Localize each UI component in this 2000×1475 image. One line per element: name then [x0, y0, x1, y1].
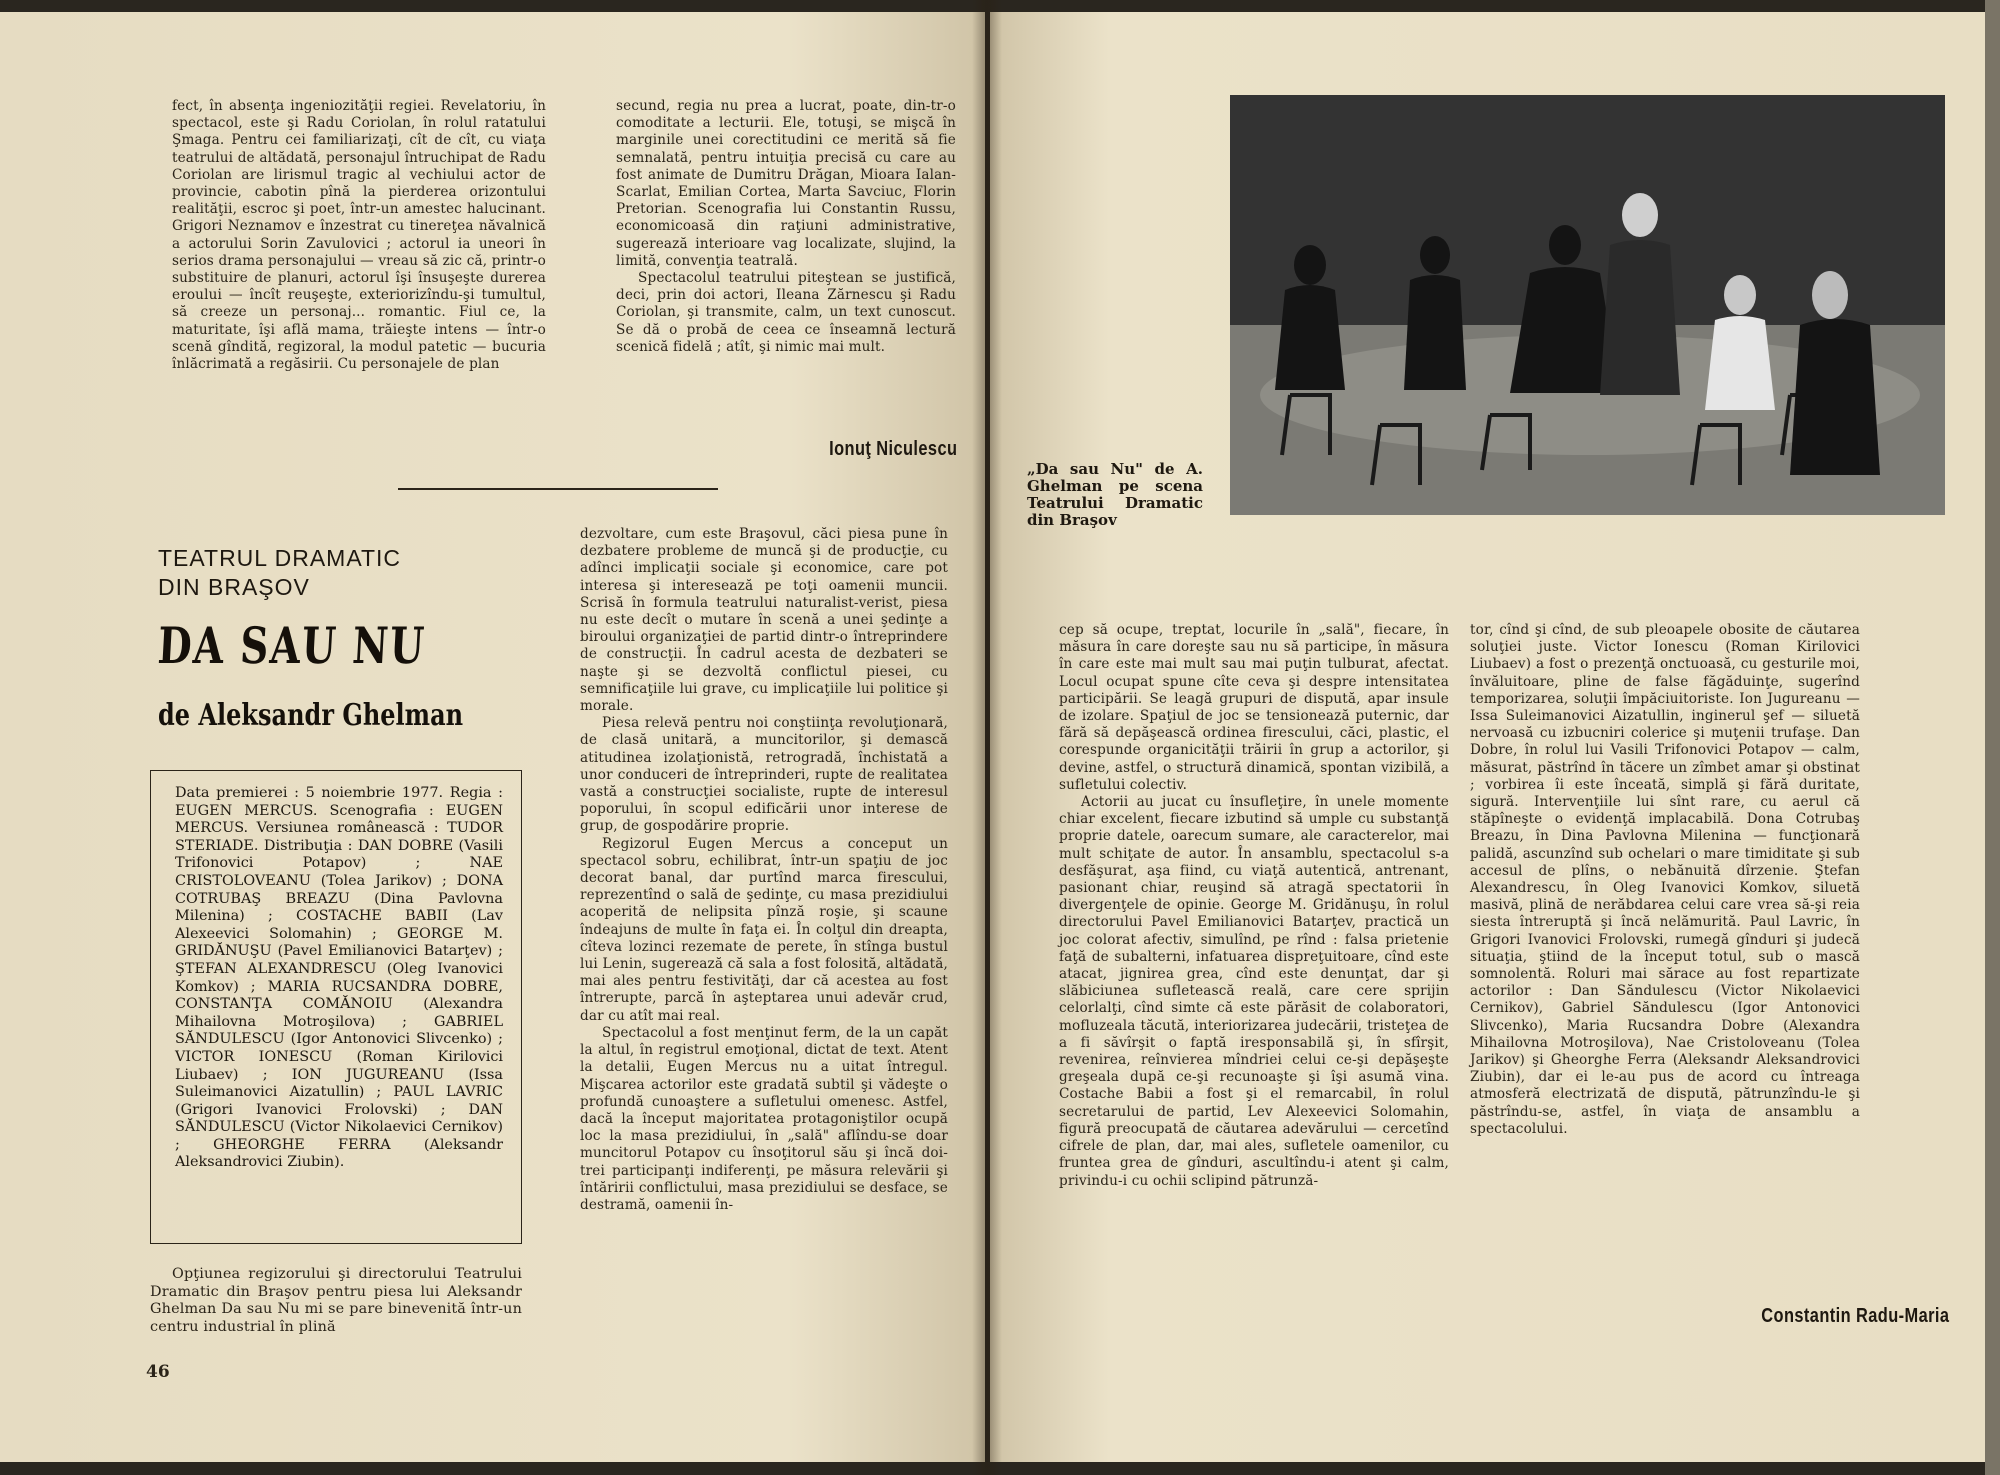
body-col2-p1: dezvoltare, cum este Braşovul, căci piesa pune în dezbatere probleme de muncă şi de producţie, cu adînci implicaţii sociale şi economice, care pot interesa şi interesează pe toţi oamenii muncii. Scrisă în formula teatrului naturalist-verist, piesa nu este decît o mutare în scenă a unei şedinţe a biroului organizaţiei de partid dintr-o întreprindere de construcţii. În cadrul acesta de dezbateri se naşte şi se dezvoltă conflictul piesei, cu semnificaţiile lui grave, cu implicaţiile lui politice şi morale. [580, 526, 948, 715]
theatre-name-line-1: TEATRUL DRAMATIC [158, 545, 402, 571]
play-author-byline: de Aleksandr Ghelman [158, 698, 464, 733]
top-col2-text-2: Spectacolul teatrului piteştean se justifică, deci, prin doi actori, Ileana Zărnescu şi Radu Coriolan, şi transmite, calm, un text cunoscut. Se dă o probă de ceea ce înseamnă lectură scenică fidelă ; atît, şi nimic mai mult. [616, 270, 956, 355]
theatre-name [158, 544, 401, 602]
credits-text: Data premierei : 5 noiembrie 1977. Regia : EUGEN MERCUS. Scenografia : EUGEN MERCUS. Versiunea românească : TUDOR STERIADE. Distribuţia : DAN DOBRE (Vasili Trifonovici Potapov) ; NAE CRISTOLOVEANU (Tolea Jarikov) ; DONA COTRUBAŞ BREAZU (Dina Pavlovna Milenina) ; COSTACHE BABII (Lav Alexeevici Solomahin) ; GEORGE M. GRIDĂNUŞU (Pavel Emilianovici Batarţev) ; ŞTEFAN ALEXANDRESCU (Oleg Ivanovici Komkov) ; MARIA RUCSANDRA DOBRE, CONSTANŢA COMĂNOIU (Alexandra Mihailovna Motroşilova) ; GABRIEL SĂNDULESCU (Igor Antonovici Slivcenko) ; VICTOR IONESCU (Roman Kirilovici Liubaev) ; ION JUGUREANU (Issa Suleimanovici Aizatullin) ; PAUL LAVRIC (Grigori Ivanovici Frolovski) ; DAN SĂNDULESCU (Victor Nikolaevici Cernikov) ; GHEORGHE FERRA (Aleksandr Aleksandrovici Ziubin). [175, 785, 503, 1171]
section-divider [398, 488, 718, 490]
body-col2-p3: Regizorul Eugen Mercus a conceput un spectacol sobru, echilibrat, într-un spaţiu de joc decorat banal, dar purtînd marca firescului, reprezentînd o sală de şedinţe, cu masa prezidiului acoperită de nelipsita pînză roşie, şi scaune îndeajuns de multe în faţa ei. În colţul din dreapta, cîteva lozinci rezemate de perete, în stînga bustul lui Lenin, sugerează că sala a fost folosită, altădată, mai ales pentru festivităţi, dar că acestea au fost întrerupte, parcă în aşteptarea unui adevăr crud, dar cu atît mai real. [580, 835, 948, 1024]
top-column-1 [172, 98, 546, 373]
intro-text: Opţiunea regizorului şi directorului Teatrului Dramatic din Braşov pentru piesa lui Aleksandr Ghelman Da sau Nu mi se pare binevenită într-un centru industrial în plină [150, 1266, 522, 1335]
credits-box [150, 770, 522, 1244]
top-article-author: Ionuţ Niculescu [828, 438, 957, 460]
top-col1-text: fect, în absenţa ingeniozităţii regiei. Revelatoriu, în spectacol, este şi Radu Coriolan, în rolul ratatului Şmaga. Pentru cei familiarizaţi, cît de cît, cu viaţa teatrului de altădată, personajul întruchipat de Radu Coriolan are lirismul tragic al vechiului actor de provincie, cabotin pînă la pierderea orizontului realităţii, escroc şi poet, într-un amestec halucinant. Grigori Neznamov e înzestrat cu tinereţea năvalnică a actorului Sorin Zavulovici ; actorul ia uneori în serios drama personajului — vreau să zic că, printr-o substituire de planuri, actorul îşi însuşeşte durerea eroului — încît reuşeşte, exteriorizîndu-şi tumultul, să creeze un personaj... romantic. Fiul ce, la maturitate, îşi află mama, trăieşte intens — într-o scenă gîndită, regizoral, la modul patetic — bucuria înlăcrimată a regăsirii. Cu personajele de plan [172, 98, 546, 373]
right-col1-p2: Actorii au jucat cu însufleţire, în unele momente chiar excelent, fiecare izbutind să umple cu substanţă proprie datele, oarecum sumare, ale caracterelor, mai mult schiţate de autor. În ansamblu, spectacolul s-a desfăşurat, aşa fiind, cu viaţă autentică, antrenant, pasionant chiar, reuşind să atragă spectatorii în divergenţele de opinie. George M. Gridănuşu, în rolul directorului Pavel Emilianovici Batarţev, practică un joc colorat afectiv, simulînd, pe rînd : falsa prietenie faţă de subalterni, infatuarea dispreţuitoare, cînd este atacat, jignirea grea, cînd este denunţat, dar şi slăbiciunea sufletească reală, care cere sprijin celorlalţi, cînd simte că este părăsit de colaboratori, mofluzeala tăcută, interiorizarea judecării, tristeţea de a fi săvîrşit o faptă iresponsabilă şi, în sfîrşit, revenirea, reînvierea mîndriei celui ce-şi depăşeşte greşeala după ce-şi recunoaşte şi îşi asumă vina. Costache Babii a fost şi el remarcabil, în rolul secretarului de partid, Lev Alexeevici Solomahin, figură preocupată de căutarea adevărului — cercetînd cifrele de plan, dar, mai ales, sufletele oamenilor, cu fruntea grea de gînduri, ascultîndu-i atent şi calm, privindu-i cu ochii sclipind pătrunză- [1059, 794, 1449, 1189]
page-number: 46 [146, 1362, 170, 1382]
body-col2-p4: Spectacolul a fost menţinut ferm, de la un capăt la altul, în registrul emoţional, dictat de text. Atent la detalii, Eugen Mercus nu a uitat întregul. Mişcarea actorilor este gradată subtil şi vădeşte o profundă cunoaştere a sufletului omenesc. Astfel, dacă la început majoritatea protagoniştilor ocupă loc la masa prezidiului, în „sală" aflîndu-se doar muncitorul Potapov cu însoţitorul său şi încă doi-trei participanţi indiferenţi, pe măsura relevării şi întăririi conflictului, masa prezidiului se desface, se destramă, oamenii în- [580, 1024, 948, 1213]
page-edge [1985, 0, 2000, 1475]
right-page [990, 12, 1985, 1462]
intro-column [150, 1266, 522, 1336]
article-author: Constantin Radu-Maria [1760, 1305, 1949, 1327]
body-col2-p2: Piesa relevă pentru noi conştiinţa revoluţionară, de clasă unitară, a muncitorilor, şi demască atitudinea izolaţionistă, retrogradă, închistată a unor conduceri de întreprinderi, rupte de realitatea vastă a construcţiei socialiste, rupte de interesul poporului, în scopul edificării unor interese de grup, de gospodărire proprie. [580, 715, 948, 835]
right-column-1 [1059, 622, 1449, 1190]
body-column [580, 526, 948, 1214]
top-col2-text: secund, regia nu prea a lucrat, poate, din-tr-o comoditate a lecturii. Ele, totuşi, se mişcă în marginile unei corectitudini ce merită să fie semnalată, pentru intuiţia precisă cu care au fost animate de Dumitru Drăgan, Mioara Ialan-Scarlat, Emilian Cortea, Marta Savciuc, Florin Pretorian. Scenografia lui Constantin Russu, economicoasă din raţiuni administrative, sugerează interioare vag localizate, slujind, la limită, convenţia teatrală. [616, 98, 956, 269]
book-gutter [972, 0, 1002, 1475]
stage-photo [1230, 95, 1945, 515]
top-column-2 [616, 98, 956, 356]
play-title: DA SAU NU [156, 616, 427, 675]
photo-caption: „Da sau Nu" de A. Ghelman pe scena Teatrului Dramatic din Braşov [1027, 460, 1203, 529]
stage-photo-image [1230, 95, 1945, 515]
right-col1-p1: cep să ocupe, treptat, locurile în „sală", fiecare, în măsura în care doreşte sau nu să participe, în măsura în care este mai mult sau mai puţin tulburat, afectat. Locul ocupat spune cîte ceva şi despre intensitatea participării. Se leagă grupuri de dispută, apar insule de izolare. Spaţiul de joc se tensionează puternic, dar fără să depăşească ordinea firescului, căci, plastic, el corespunde organicităţii trăirii în grup a actorilor, şi devine, astfel, o structură dinamică, spontan vizibilă, a sufletului colectiv. [1059, 622, 1449, 793]
left-page [0, 12, 985, 1462]
right-column-2 [1470, 622, 1860, 1138]
theatre-name-line-2: DIN BRAŞOV [158, 574, 310, 600]
right-col2-p1: tor, cînd şi cînd, de sub pleoapele obosite de căutarea soluţiei juste. Victor Ionescu (Roman Kirilovici Liubaev) a fost o prezenţă onctuoasă, cu gesturile moi, învăluitoare, pline de false făgăduinţe, sugerînd temporizarea, soluţii împăciuitoriste. Ion Jugureanu — Issa Suleimanovici Aizatullin, inginerul şef — siluetă nervoasă cu izbucniri colerice şi muţenii trufaşe. Dan Dobre, în rolul lui Vasili Trifonovici Potapov — calm, măsurat, păstrînd în tăcere un zîmbet amar şi obstinat ; vorbirea îi este înceată, simplă şi fără duritate, sigură. Intervenţiile lui sînt rare, cu aerul că stăpîneşte o evidenţă implacabilă. Dona Cotrubaş Breazu, în Dina Pavlovna Milenina — funcţionară palidă, ascunzînd sub ochelari o mare timiditate şi sub accesul de plîns, o nebănuită dîrzenie. Ştefan Alexandrescu, în Oleg Ivanovici Komkov, siluetă masivă, plină de nerăbdarea celui care vrea să-şi reia siesta întreruptă şi încă nelămurită. Paul Lavric, în Grigori Ivanovici Frolovski, rumegă gînduri şi judecă situaţia, ştiind de la început totul, sub o mască somnolentă. Roluri mai sărace au fost repartizate actorilor : Dan Săndulescu (Victor Nikolaevici Cernikov), Gabriel Săndulescu (Igor Antonovici Slivcenko), Maria Rucsandra Dobre (Alexandra Mihailovna Motroşilova), Nae Cristoloveanu (Tolea Jarikov) şi Gheorghe Ferra (Aleksandr Aleksandrovici Ziubin), dar ei le-au pus de acord cu întreaga atmosferă electrizată de dispută, pătrunzîndu-le şi păstrîndu-se, astfel, în viaţa de ansamblu a spectacolului. [1470, 622, 1860, 1137]
